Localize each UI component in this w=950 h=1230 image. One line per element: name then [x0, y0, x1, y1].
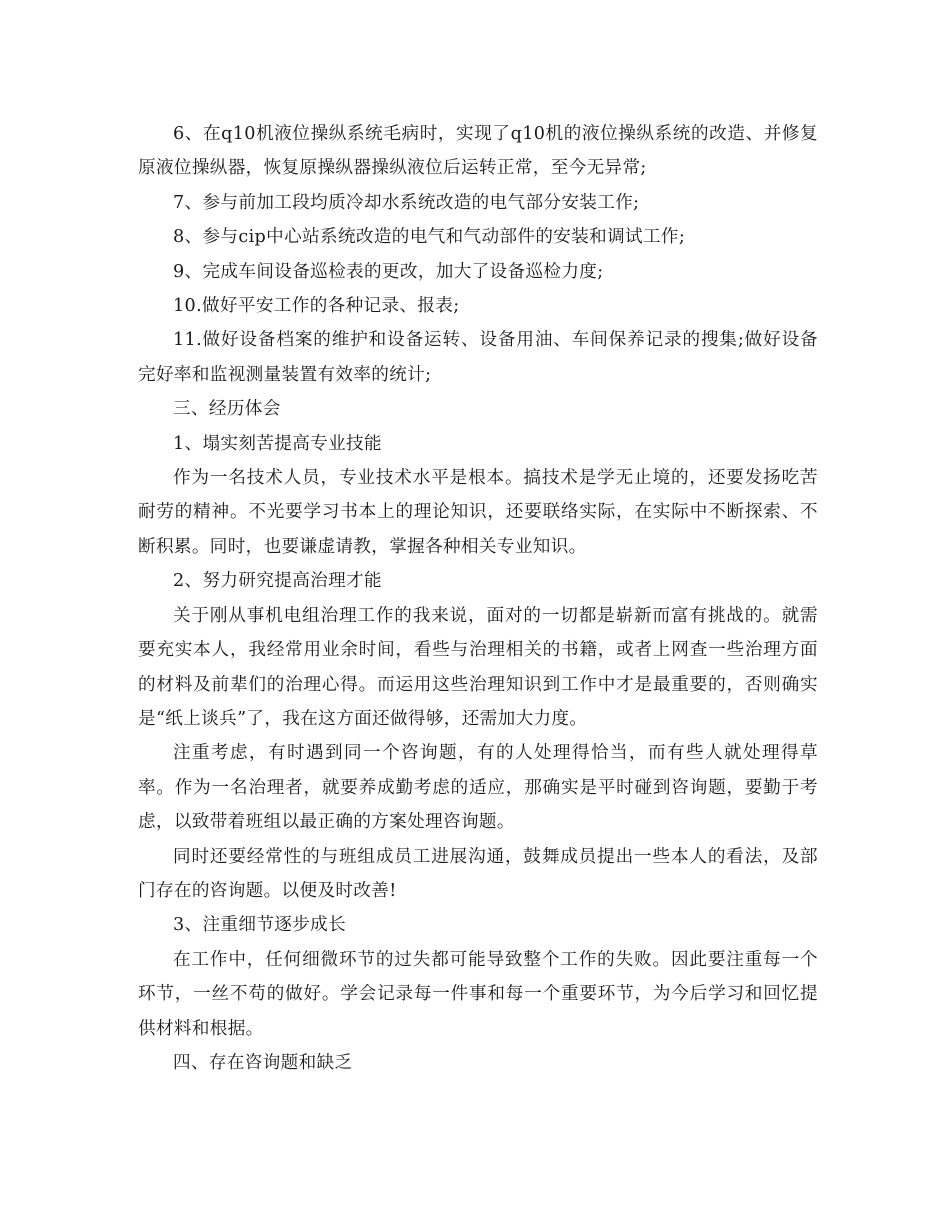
body-paragraph-details: 在工作中，任何细微环节的过失都可能导致整个工作的失败。因此要注重每一个环节，一丝不苟的做好。学会记录每一件事和每一个重要环节，为今后学习和回忆提供材料和根据。 [138, 949, 818, 1039]
list-item-8: 8、参与cip中心站系统改造的电气和气动部件的安装和调试工作; [173, 227, 686, 248]
body-paragraph-management: 关于刚从事机电组治理工作的我来说，面对的一切都是崭新而富有挑战的。就需要充实本人，我经常用业余时间，看些与治理相关的书籍，或者上网查一些治理方面的材料及前辈们的治理心得。而运用这些治理知识到工作中才是最重要的，否则确实是“纸上谈兵”了，我在这方面还做得够，还需加大力度。 [138, 605, 818, 729]
body-paragraph-consideration: 注重考虑，有时遇到同一个咨询题，有的人处理得恰当，而有些人就处理得草率。作为一名治理者，就要养成勤考虑的适应，那确实是平时碰到咨询题，要勤于考虑，以致带着班组以最正确的方案处理咨询题。 [138, 743, 818, 833]
subheading-details: 3、注重细节逐步成长 [173, 915, 347, 936]
document-page [138, 117, 818, 1080]
body-paragraph-skills: 作为一名技术人员，专业技术水平是根本。搞技术是学无止境的，还要发扬吃苦耐劳的精神。不光要学习书本上的理论知识，还要联络实际，在实际中不断探索、不断积累。同时，也要谦虚请教，掌握各种相关专业知识。 [138, 468, 818, 557]
section-heading-experience: 三、经历体会 [173, 399, 281, 420]
subheading-management: 2、努力研究提高治理才能 [173, 571, 382, 592]
list-item-10: 10.做好平安工作的各种记录、报表; [173, 296, 460, 317]
list-item-7: 7、参与前加工段均质冷却水系统改造的电气部分安装工作; [173, 192, 640, 213]
subheading-skills: 1、塌实刻苦提高专业技能 [173, 433, 382, 454]
list-item-11: 11.做好设备档案的维护和设备运转、设备用油、车间保养记录的搜集;做好设备完好率和监视测量装置有效率的统计; [138, 330, 818, 385]
list-item-9: 9、完成车间设备巡检表的更改，加大了设备巡检力度; [173, 261, 604, 282]
list-item-6: 6、在q10机液位操纵系统毛病时，实现了q10机的液位操纵系统的改造、并修复原液位操纵器，恢复原操纵器操纵液位后运转正常，至今无异常; [138, 124, 818, 179]
section-heading-problems: 四、存在咨询题和缺乏 [173, 1052, 353, 1073]
body-paragraph-communication: 同时还要经常性的与班组成员工进展沟通，鼓舞成员提出一些本人的看法，及部门存在的咨询题。以便及时改善! [138, 846, 818, 901]
